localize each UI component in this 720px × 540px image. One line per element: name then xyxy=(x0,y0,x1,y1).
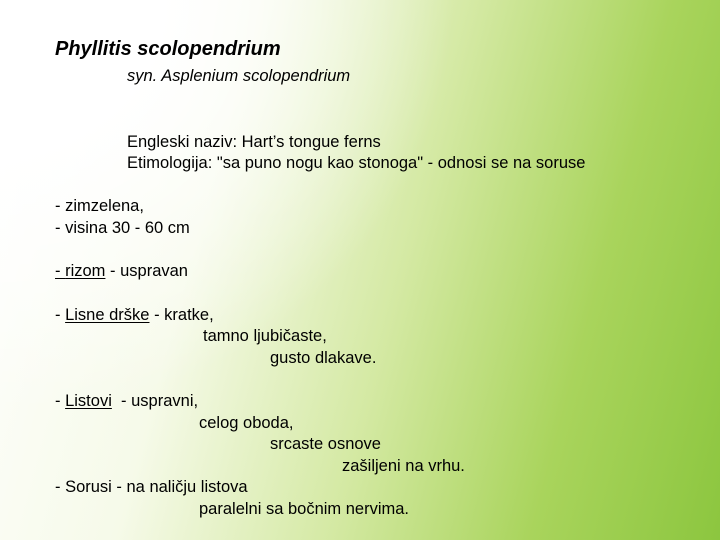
petioles-line-3: gusto dlakave. xyxy=(270,349,377,367)
leaves-prefix: - xyxy=(55,392,66,410)
rhizome-description: - uspravan xyxy=(105,262,188,280)
sori-item: - Sorusi - na naličju listova xyxy=(55,478,248,496)
rhizome-item xyxy=(55,261,188,281)
etymology-text: Etimologija: "sa puno nogu kao stonoga" - odnosi se na soruse xyxy=(127,154,586,172)
height-item: - visina 30 - 60 cm xyxy=(55,219,190,237)
petioles-term: Lisne drške xyxy=(65,306,150,324)
petioles-line-2: tamno ljubičaste, xyxy=(203,327,327,345)
rhizome-prefix: - xyxy=(55,262,66,280)
petioles-description: - kratke, xyxy=(149,306,214,324)
leaves-term: Listovi xyxy=(65,392,112,410)
leaves-item xyxy=(55,391,198,411)
leaves-line-3: srcaste osnove xyxy=(270,435,381,453)
leaves-line-4: zašiljeni na vrhu. xyxy=(342,457,465,475)
english-name-text: Engleski naziv: Hart’s tongue ferns xyxy=(127,133,381,151)
petioles-item xyxy=(55,305,214,325)
leaves-description: - uspravni, xyxy=(111,392,199,410)
synonym-text: syn. Asplenium scolopendrium xyxy=(127,67,351,85)
evergreen-item: - zimzelena, xyxy=(55,197,144,215)
sori-line-2: paralelni sa bočnim nervima. xyxy=(199,500,410,518)
page-title: Phyllitis scolopendrium xyxy=(55,38,281,60)
rhizome-term: rizom xyxy=(65,262,106,280)
leaves-line-2: celog oboda, xyxy=(199,414,294,432)
petioles-prefix: - xyxy=(55,306,66,324)
